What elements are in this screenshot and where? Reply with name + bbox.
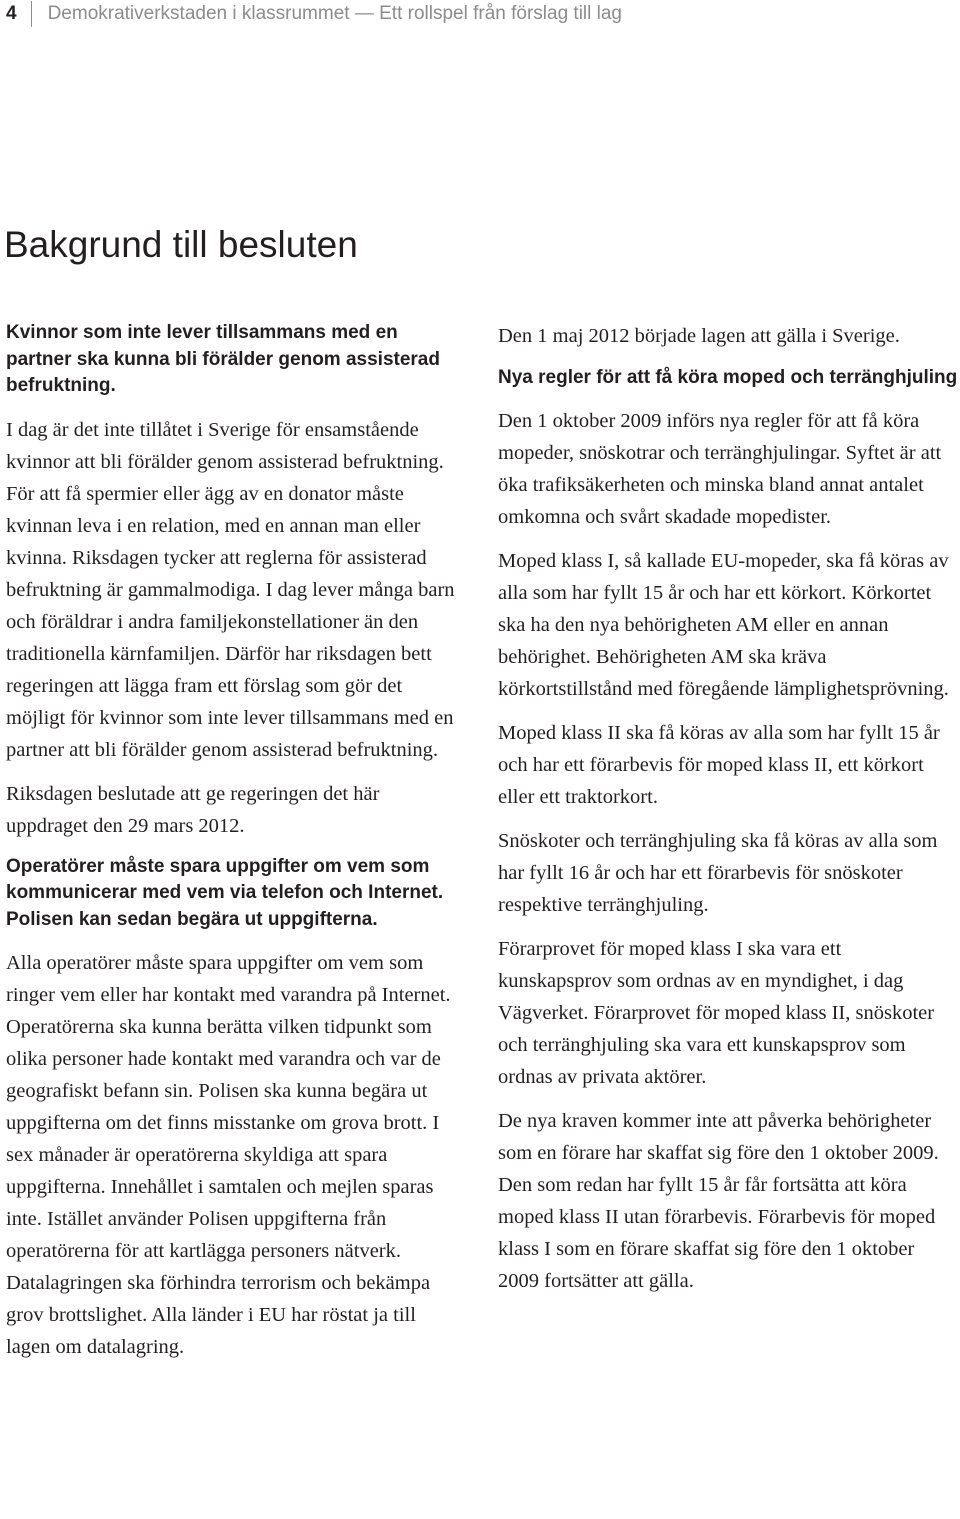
paragraph-driver-test: Förarprovet för moped klass I ska vara ett kunskapsprov som ordnas av en myndighet, i dag Vägverket. Förarprovet för moped klass II, snöskoter och terränghjuling ska vara ett kunskapsprov som ordnas av privata aktörer. [498,938,935,1088]
lead-data-retention: Operatörer måste spara uppgifter om vem som kommunicerar med vem via telefon och Internet. Polisen kan sedan begära ut uppgifterna. [6,855,444,930]
section-title: Bakgrund till besluten [4,224,358,265]
page-number: 4 [6,3,17,24]
header-divider [31,1,32,27]
left-column [6,320,464,1375]
paragraph-existing-permits: De nya kraven kommer inte att påverka behörigheter som en förare har skaffat sig före den 1 oktober 2009. Den som redan har fyllt 15 år får fortsätta att köra moped klass II utan förarbevis. Förarbevis för moped klass I som en förare skaffat sig före den 1 oktober 2009 fortsätter att gälla. [498,1110,939,1292]
running-header-title: Demokrativerkstaden i klassrummet — Ett rollspel från förslag till lag [47,3,622,24]
paragraph-snowmobile: Snöskoter och terränghjuling ska få köras av alla som har fyllt 16 år och har ett förarbevis för snöskoter respektive terränghjuling. [498,830,938,916]
paragraph-law-effective: Den 1 maj 2012 började lagen att gälla i Sverige. [498,325,900,347]
paragraph-data-retention: Alla operatörer måste spara uppgifter om vem som ringer vem eller har kontakt med varandra på Internet. Operatörerna ska kunna berätta vilken tidpunkt som olika personer hade kontakt med varandra och var de geografiskt befann sin. Polisen ska kunna begära ut uppgifterna om det finns misstanke om grova brott. I sex månader är operatörerna skyldiga att spara uppgifterna. Innehållet i samtalen och mejlen sparas inte. Istället använder Polisen uppgifterna från operatörerna för att kartlägga personers nätverk. Datalagringen ska förhindra terrorism och bekämpa grov brottslighet. Alla länder i EU har röstat ja till lagen om datalagring. [6,952,451,1358]
right-column [498,320,958,1309]
paragraph-new-rules: Den 1 oktober 2009 införs nya regler för att få köra mopeder, snöskotrar och terränghjulingar. Syftet är att öka trafiksäkerheten och minska bland annat antalet omkomna och svårt skadade mopedister. [498,410,942,528]
heading-moped-rules: Nya regler för att få köra moped och terränghjuling [498,367,958,388]
paragraph-moped-class-2: Moped klass II ska få köras av alla som har fyllt 15 år och har ett förarbevis för moped klass II, ett körkort eller ett traktorkort. [498,722,940,808]
running-header [6,0,622,28]
paragraph-assisted-fertilization: I dag är det inte tillåtet i Sverige för ensamstående kvinnor att bli förälder genom assisterad befruktning. För att få spermier eller ägg av en donator måste kvinnan leva i en relation, med en annan man eller kvinna. Riksdagen tycker att reglerna för assisterad befruktning är gammalmodiga. I dag lever många barn och föräldrar i andra familjekonstellationer än den traditionella kärnfamiljen. Därför har riksdagen bett regeringen att lägga fram ett förslag som gör det möjligt för kvinnor som inte lever tillsammans med en partner att bli förälder genom assisterad befruktning. [6,418,455,761]
paragraph-moped-class-1: Moped klass I, så kallade EU-mopeder, ska få köras av alla som har fyllt 15 år och har ett körkort. Körkortet ska ha den nya behörigheten AM eller en annan behörighet. Behörigheten AM ska kräva körkortstillstånd med föregående lämplighetsprövning. [498,550,949,700]
lead-assisted-fertilization: Kvinnor som inte lever tillsammans med en partner ska kunna bli förälder genom assisterad befruktning. [6,322,440,396]
paragraph-decision-date: Riksdagen beslutade att ge regeringen det här uppdraget den 29 mars 2012. [6,782,380,837]
